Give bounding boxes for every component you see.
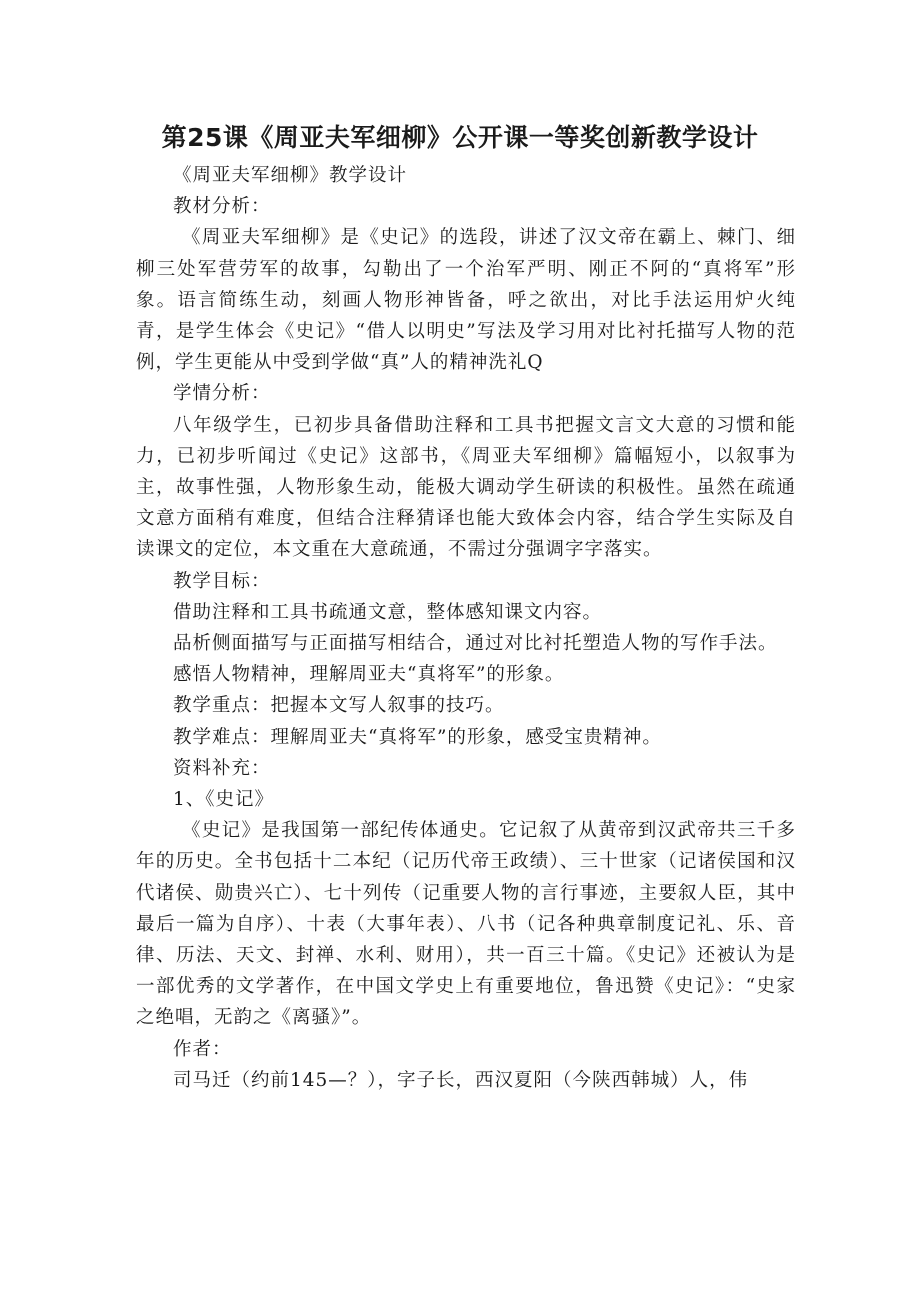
document-body <box>136 160 796 1096</box>
paragraph: 《史记》是我国第一部纪传体通史。它记叙了从黄帝到汉武帝共三千多年的历史。全书包括十二本纪（记历代帝王政绩）、三十世家（记诸侯国和汉代诸侯、勋贵兴亡）、七十列传（记重要人物的言行事迹，主要叙人臣，其中最后一篇为自序）、十表（大事年表）、八书（记各种典章制度记礼、乐、音律、历法、天文、封禅、水利、财用），共一百三十篇。《史记》还被认为是一部优秀的文学著作，在中国文学史上有重要地位，鲁迅赞《史记》：“史家之绝唱，无韵之《离骚》”。 <box>136 820 796 1029</box>
paragraph: 感悟人物精神，理解周亚夫“真将军”的形象。 <box>173 664 565 686</box>
paragraph: 司马迁（约前145—？），字子长，西汉夏阳（今陕西韩城）人，伟 <box>173 1069 749 1091</box>
paragraph: 《周亚夫军细柳》是《史记》的选段，讲述了汉文帝在霸上、棘门、细柳三处军营劳军的故事，勾勒出了一个治军严明、刚正不阿的“真将军”形象。语言简练生动，刻画人物形神皆备，呼之欲出，对比手法运用炉火纯青，是学生体会《史记》“借人以明史”写法及学习用对比衬托描写人物的范例，学生更能从中受到学做“真”人的精神洗礼Q <box>136 227 796 374</box>
paragraph: 作者： <box>173 1038 232 1060</box>
paragraph: 1、《史记》 <box>173 789 275 811</box>
paragraph: 学情分析： <box>173 383 271 405</box>
paragraph: 品析侧面描写与正面描写相结合，通过对比衬托塑造人物的写作手法。 <box>173 633 778 655</box>
paragraph: 教学重点：把握本文写人叙事的技巧。 <box>173 695 505 717</box>
paragraph: 《周亚夫军细柳》教学设计 <box>173 165 408 186</box>
paragraph: 教学目标： <box>173 570 271 592</box>
document-title: 第25课《周亚夫军细柳》公开课一等奖创新教学设计 <box>161 123 759 152</box>
paragraph: 八年级学生，已初步具备借助注释和工具书把握文言文大意的习惯和能力，已初步听闻过《史记》这部书，《周亚夫军细柳》篇幅短小，以叙事为主，故事性强，人物形象生动，能极大调动学生研读的积极性。虽然在疏通文意方面稍有难度，但结合注释猜译也能大致体会内容，结合学生实际及自读课文的定位，本文重在大意疏通，不需过分强调字字落实。 <box>136 414 796 561</box>
paragraph: 教材分析： <box>173 196 271 218</box>
paragraph: 教学难点：理解周亚夫“真将军”的形象，感受宝贵精神。 <box>173 726 662 748</box>
paragraph: 借助注释和工具书疏通文意，整体感知课文内容。 <box>173 601 603 623</box>
paragraph: 资料补充： <box>173 757 271 779</box>
